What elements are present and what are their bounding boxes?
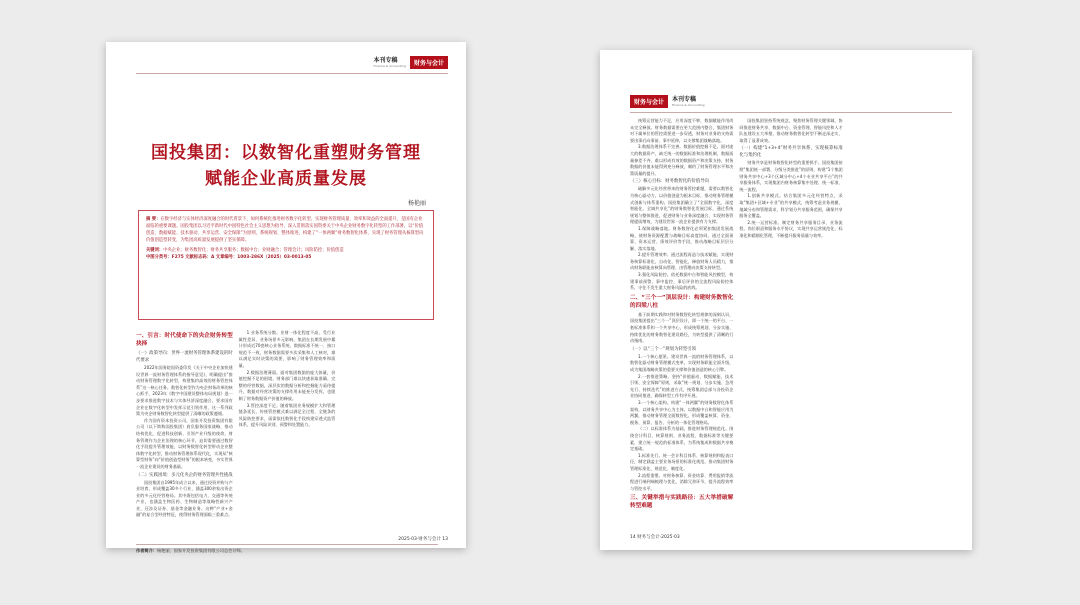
keywords [146,247,426,254]
body-paragraph: 1.一个核心愿景。建设世界一流的财务管理体系，以数智化驱动财务管理模式变革，实现财务职能全面升级，成为集团战略决策的重要支撑和价值创造的核心引擎。 [630,353,734,372]
right-body-columns [630,118,952,530]
footnote-text: 杨艳丽，国家开发投资集团有限公司总会计师。 [156,548,245,553]
body-paragraph: 2.数据治理薄弱。面对集团数据的庞大体量，价值挖掘不足的困境，财务部门难以快速获取准确、完整的经营数据，深层次的数据分析和挖掘能力亟待提升，数据对经营决策的支撑作用未能充分发挥，也限制了财务数据资产价值的释放。 [238,369,336,401]
body-paragraph: 2.流程重塑。对财务核算、资金结算、费用报销等流程进行端到端梳理与优化，消除冗余环节，提升流程效率与管控水平。 [630,472,734,491]
section-heading: 一、引言：时代使命下的央企财务转型抉择 [136,333,233,347]
column-english-name: Finance & Accounting [373,63,406,68]
article-title-line-2: 赋能企业高质量发展 [205,169,367,189]
abstract [146,216,426,244]
body-paragraph: 2.一套推进策略。坚持“价值驱动、数据赋能、技术引领、安全保障”原则，采取“统一规划、分步实施、急用先行、持续迭代”的推进方式，统筹集团总部与各投资企业协同推进，确保转型工作有序开展。 [630,373,734,399]
subsection-heading: （一）以“三个一”规划为转型引领 [630,346,697,352]
keywords-label: 关键词： [146,248,164,253]
body-paragraph: 1.业务系统分散。业财一体化程度不高，受行业属性差异、业务场景多元影响，集团在长期发展中累计形成近70套核心业务系统，数据标准不统一、接口规范不一致，财务数据需要多次采集和人工核对，难以满足实时决策的需要，影响了财务管理效率和质量。 [238,330,336,368]
subsection-heading: （二）实践困境：多元化央企的财务管理共性挑战 [136,472,233,478]
abstract-label: 摘 要： [146,217,161,222]
classification-text: 中图分类号：F275 文献标志码：A 文章编号：1003-286X（2025）03-0013-05 [146,255,312,260]
body-paragraph: 2.统一运营标准。制定财务共享服务目录、业务流程、岗位职责和服务水平协议，实现共享运营规范化、标准化和精细化管理，不断提升服务质量与效率。 [739,219,843,238]
subsection-heading: （一）构建“1+3+4”财务共享体系，实现核算标准化与集约化 [739,146,843,159]
body-paragraph: 财务共享是财务数智化转型的重要抓手。国投集团按照“集团统一部署、分级分类推进”的原则，构建“1个集团财务共享中心+3个区域分中心+4个专业共享平台”的共享服务体系，实现集团内财务核算集中处理、统一标准、统一流程。 [739,160,843,192]
magazine-logo: 财务与会计 [630,95,668,108]
body-paragraph: 基于前期实践和对财务数智化转型规律的深刻认识，国投集团提出“三个一”顶层设计，即一个统一的平台、一套标准体系和一个共享中心，形成统筹规划、分步实施、持续优化的财务数智化建设路径，为转型提供了清晰的行动指南。 [630,311,734,344]
column-english-name: Finance & Accounting [672,102,705,107]
text-column [341,330,438,540]
right-page-footer: 14 财务与会计·2025·03 [630,535,680,540]
footnote-rule [136,544,438,545]
body-paragraph: 3.数据治理体系不完善。数据价值挖掘不足。面对庞大的数据资产，缺乏统一的数据标准和治理机制，数据质量参差不齐，难以形成有效的数据资产和决策支持，财务数据的价值未能得到充分释放，制约了财务管理水平和决策质量的提升。 [630,144,734,176]
body-paragraph: （二）以标准体系为基础，推进财务管理规范化。围绕会计科目、核算规则、业务流程、数据标准等关键要素，建立统一规范的标准体系，为系统集成和数据共享奠定基础。 [630,426,734,452]
body-paragraph: 破解多元化经营带来的财务管控难题，需要以数智化为核心驱动力，以价值创造为根本目标，推动财务管理模式创新与体系重构。国投集团确立了“全面数字化、深度智能化、全域共享化”的财务数智化发展目标，通过系统规划与整体推进，促进财务与业务深度融合，实现财务管理提质增效，为建设世界一流企业提供有力支撑。 [630,186,734,225]
author-name: 杨艳丽 [407,200,426,207]
author-footnote [136,548,245,554]
body-paragraph: 1.保障战略落地。财务数智化必须紧扣集团发展战略，使财务资源配置与战略目标高度协同，通过全面预算、资本运营、绩效评价等手段，推动战略目标层层分解、落实落地。 [630,225,734,251]
text-column [739,118,842,530]
body-paragraph: 3.强化风险防控。依托数据中台和智能风控模型，构建事前预警、事中监控、事后评价的全流程风险防控体系，守住不发生重大财务风险的底线。 [630,272,734,291]
body-paragraph: 作为国有资本投资公司，国家开发投资集团有限公司（以下简称国投集团）肩负服务国家战略、推动结构优化、促进科技创新、引领产业升级的使命，财务管理作为企业治理的核心环节，迫切需要通过数智化手段提升管理效能，以财务数智化转型带动企业整体数字化转型，推动财务管理体系现代化，实现从“核算型财务”向“价值创造型财务”的根本转变，夯实世界一流企业建设的财务基础。 [136,417,233,469]
body-paragraph: 2022年国务院国资委印发《关于中央企业加快建设世界一流财务管理体系的指导意见》，明确提出“推动财务管理数字化转型，构建集约高效的财务管控体系”这一核心任务。数智化转型作为央企财务改革的核心抓手，2023年《数字中国建设整体布局规划》进一步要求推进数字技术与实体经济深度融合，要求国有企业在数字化转型中发挥示范引领作用，这一系列政策为央企财务数智化转型提供了清晰的政策遵循。 [136,365,233,417]
abstract-text: 在数字经济与实体经济深度融合的时代背景下，如何系统化推进财务数字化转型，实现财务管理质量、效率和效益的全面提升，是国有企业面临的重要课题。国投集团以习近平新时代中国特色社会主义思想为指导，深入贯彻落实国资委关于中央企业财务数字化转型的工作部署，以“价值创造、数据赋能、技术驱动、共享运营、安全保障”为原则，系统规划、整体推进，构建了“一体两翼”财务数智化体系，实现了财务管理从核算型向价值创造型转变，为集团高质量发展提供了坚实保障。 [146,217,424,243]
column-name: 本刊专稿 [672,95,697,103]
body-paragraph: 国投集团坚持系统观念，聚焦财务管理关键领域，协同推进财务共享、数据中台、资金管理、智能风控和人才队伍建设五大举措，推动财务数智化转型不断走深走实，取得了显著成效。 [739,118,843,143]
subsection-heading: （一）政策导向：世界一流财务管理体系建设的时代要求 [136,351,233,363]
left-page [106,42,466,553]
column-name: 本刊专稿 [373,56,398,64]
subsection-heading: （三）核心目标：财务数智化的价值导向 [630,179,710,185]
left-body-columns [136,330,438,540]
header-rule [136,73,448,74]
right-page-header [630,95,705,108]
body-paragraph: 1.创新共享模式。结合集团多元化经营特点，采取“集团+区域+专业”的共享模式，统筹考虑业务规模、地域分布和管理需求，科学划分共享服务范围，确保共享服务全覆盖。 [739,193,843,219]
abstract-box [138,210,434,320]
body-paragraph: 3.一个核心架构。构建“一体两翼”的财务数智化体系架构，以财务共享中心为主体，以数据中台和智能应用为两翼，推动财务管理全面数智化，形成覆盖核算、资金、税务、预算、报告、分析的一体化管理格局。 [630,399,734,425]
classification-line [146,254,426,261]
section-heading: 三、关键举措与实践路径：五大举措破解转型难题 [630,495,734,510]
article-title-line-1: 国投集团：以数智化重塑财务管理 [151,143,421,163]
left-page-footer: 2025·03·财务与会计 13 [398,537,448,542]
body-paragraph: 2.提升管理效率。通过流程再造与技术赋能，实现财务核算标准化、自动化、智能化，释放财务人员精力，推动财务职能由核算向管理、由管理向决策支持转型。 [630,252,734,271]
section-heading: 二、“三个一”顶层设计：构建财务数智化的四梁八柱 [630,294,734,309]
left-page-header [374,56,449,69]
body-paragraph: 统筹运营能力不足，应用深度不够，数据赋能作用尚未完全释放。财务数据需要在更大范围内整合，集团财务对下属单位的管控需要进一步穿透，财务对业务的支持需要由事后向事前、事中延伸，以支撑集团战略落地。 [630,118,734,143]
body-paragraph: 3.管控深度不足。随着集团业务规模扩大和管理链条延长，传统管控模式难以满足全过程、全链条的风险防控要求，亟需依托数智化手段构建穿透式监管体系，提升风险识别、预警和处置能力。 [238,402,336,428]
footnote-label: 作者简介： [136,548,157,553]
text-column [849,118,952,530]
text-column [630,118,733,530]
text-column [136,330,233,540]
header-rule [630,112,952,113]
text-column [239,330,336,540]
body-paragraph: 1.标准先行。统一会计科目体系、核算规则和报表口径，制定涵盖主要业务场景的标准化规范，推动集团财务管理标准化、规范化、制度化。 [630,452,734,471]
keywords-text: 中央企业；财务数智化；财务共享服务；数据中台；业财融合；管理会计；风险防控；价值创造 [163,248,344,253]
body-paragraph: 国投集团自1995年成立以来，通过投资并购与产业培育，形成覆盖30多个行业、涵盖300余家出资企业的多元化经营格局。其中既包括电力、交通等传统产业，也涵盖生物医药、生物制造等战略性新兴产业，还涉及证券、基金等金融业务。这种“产业+金融”的复合型经营特征，使得财务管理面临三重难点。 [136,479,233,518]
magazine-logo: 财务与会计 [410,56,448,69]
right-page [600,50,972,550]
